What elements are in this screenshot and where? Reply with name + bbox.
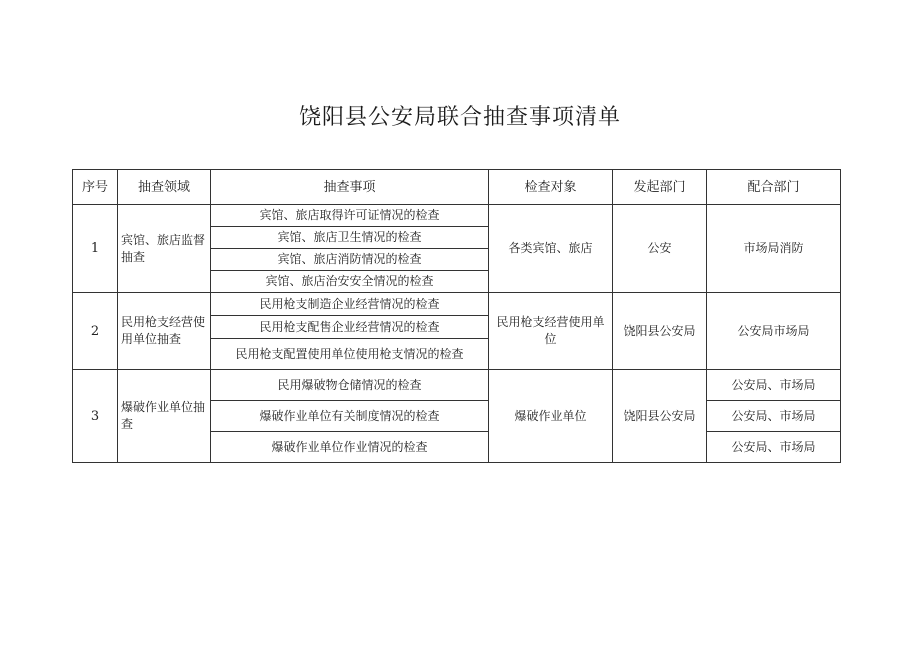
inspection-domain: 宾馆、旅店监督抽查 [118,205,211,293]
document-title: 饶阳县公安局联合抽查事项清单 [298,105,621,130]
table-row [73,370,841,401]
inspection-target: 民用枪支经营使用单位 [489,293,613,370]
header-item: 抽查事项 [211,170,489,205]
cooperating-department: 市场局消防 [707,205,841,293]
header-domain: 抽查领域 [118,170,211,205]
header-cooperator: 配合部门 [707,170,841,205]
inspection-table [72,169,841,463]
initiating-department: 饶阳县公安局 [613,370,707,463]
inspection-item: 民用枪支制造企业经营情况的检查 [211,293,489,316]
cooperating-department: 公安局市场局 [707,293,841,370]
inspection-item: 宾馆、旅店消防情况的检查 [211,249,489,271]
inspection-item: 民用枪支配售企业经营情况的检查 [211,316,489,339]
header-row [73,170,841,205]
header-target: 检查对象 [489,170,613,205]
initiating-department: 饶阳县公安局 [613,293,707,370]
inspection-item: 宾馆、旅店卫生情况的检查 [211,227,489,249]
header-initiator: 发起部门 [613,170,707,205]
inspection-item: 爆破作业单位作业情况的检查 [211,432,489,463]
header-index: 序号 [73,170,118,205]
table-row [73,205,841,227]
inspection-item: 民用枪支配置使用单位使用枪支情况的检查 [211,339,489,370]
table-row [73,293,841,316]
inspection-target: 各类宾馆、旅店 [489,205,613,293]
cooperating-department: 公安局、市场局 [707,401,841,432]
row-index: 3 [73,370,118,463]
cooperating-department: 公安局、市场局 [707,370,841,401]
row-index: 2 [73,293,118,370]
inspection-target: 爆破作业单位 [489,370,613,463]
inspection-domain: 民用枪支经营使用单位抽查 [118,293,211,370]
cooperating-department: 公安局、市场局 [707,432,841,463]
inspection-domain: 爆破作业单位抽查 [118,370,211,463]
inspection-item: 宾馆、旅店取得许可证情况的检查 [211,205,489,227]
inspection-item: 民用爆破物仓储情况的检查 [211,370,489,401]
initiating-department: 公安 [613,205,707,293]
inspection-item: 宾馆、旅店治安安全情况的检查 [211,271,489,293]
row-index: 1 [73,205,118,293]
inspection-item: 爆破作业单位有关制度情况的检查 [211,401,489,432]
